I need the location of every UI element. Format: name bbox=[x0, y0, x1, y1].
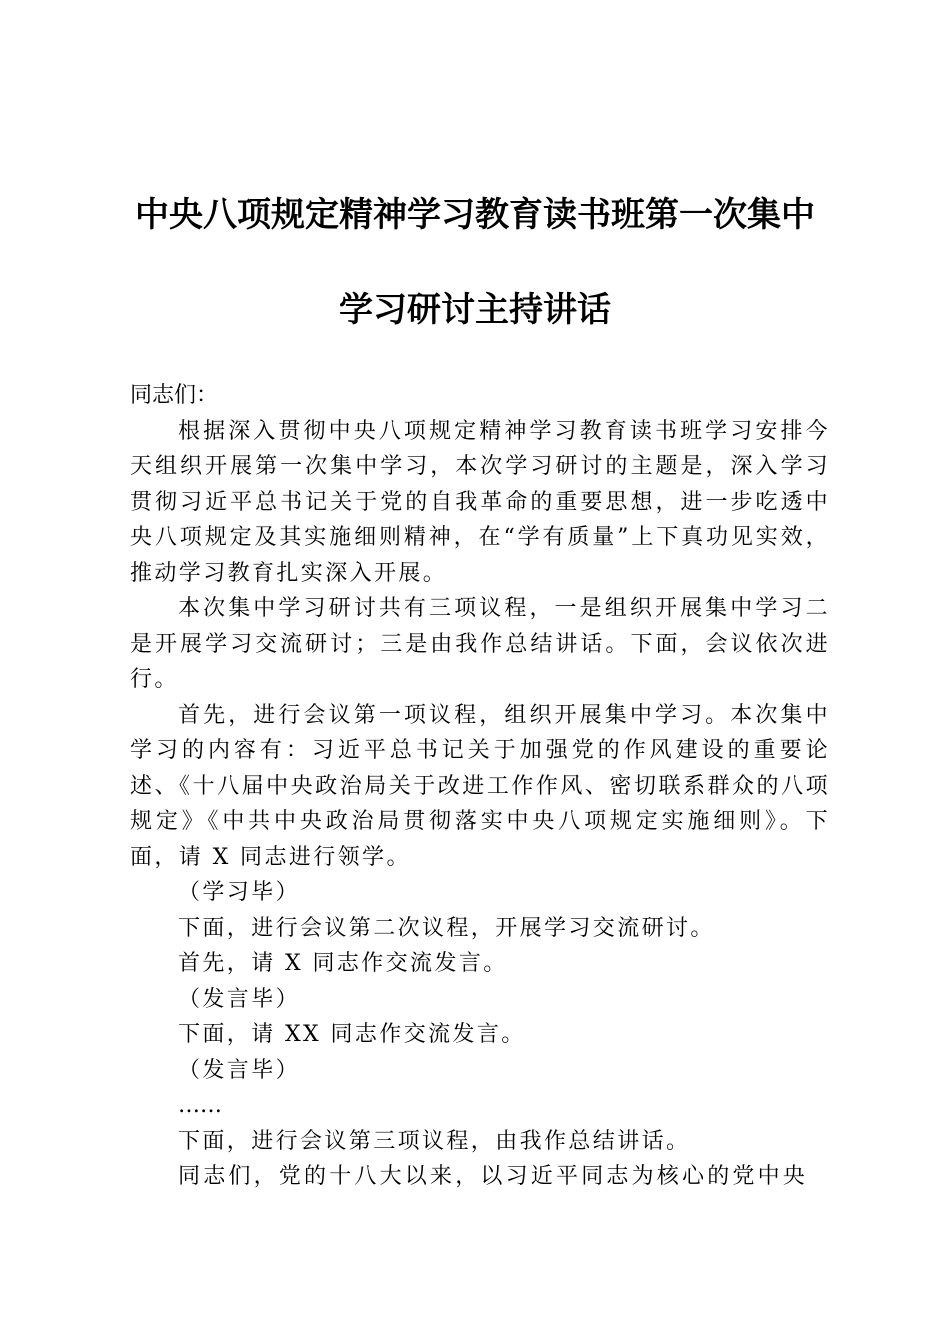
document-title-line-1: 中央八项规定精神学习教育读书班第一次集中 bbox=[135, 195, 815, 235]
stage-note-study-done: （学习毕） bbox=[178, 880, 301, 905]
line-second-agenda: 下面，进行会议第二次议程，开展学习交流研讨。 bbox=[178, 915, 715, 941]
document-body bbox=[130, 378, 830, 1195]
line-second-speaker: 下面，请 XX 同志作交流发言。 bbox=[178, 1022, 526, 1047]
paragraph-first-agenda: 首先，进行会议第一项议程，组织开展集中学习。本次集中学习的内容有：习近平总书记关于加强党的作风建设的重要论述、《十八届中央政治局关于改进工作作风、密切联系群众的八项规定》《中共中央政治局贯彻落实中央八项规定实施细则》。下面，请 X 同志进行领学。 bbox=[130, 702, 830, 870]
line-closing-start: 同志们，党的十八大以来，以习近平同志为核心的党中央 bbox=[178, 1164, 809, 1189]
document-title-line-2: 学习研讨主持讲话 bbox=[339, 290, 611, 330]
ellipsis: …… bbox=[178, 1093, 222, 1118]
paragraph-agenda-overview: 本次集中学习研讨共有三项议程，一是组织开展集中学习二是开展学习交流研讨；三是由我作总结讲话。下面，会议依次进行。 bbox=[130, 596, 830, 692]
salutation: 同志们： bbox=[130, 383, 219, 408]
stage-note-speech-done-1: （发言毕） bbox=[178, 986, 301, 1012]
paragraph-study-arrangement: 根据深入贯彻中央八项规定精神学习教育读书班学习安排今天组织开展第一次集中学习，本次学习研讨的主题是，深入学习贯彻习近平总书记关于党的自我革命的重要思想，进一步吃透中央八项规定及其实施细则精神，在“学有质量”上下真功见实效，推动学习教育扎实深入开展。 bbox=[130, 418, 830, 586]
line-first-speaker: 首先，请 X 同志作交流发言。 bbox=[178, 951, 508, 976]
stage-note-speech-done-2: （发言毕） bbox=[178, 1057, 301, 1083]
line-third-agenda: 下面，进行会议第三项议程，由我作总结讲话。 bbox=[178, 1128, 691, 1154]
